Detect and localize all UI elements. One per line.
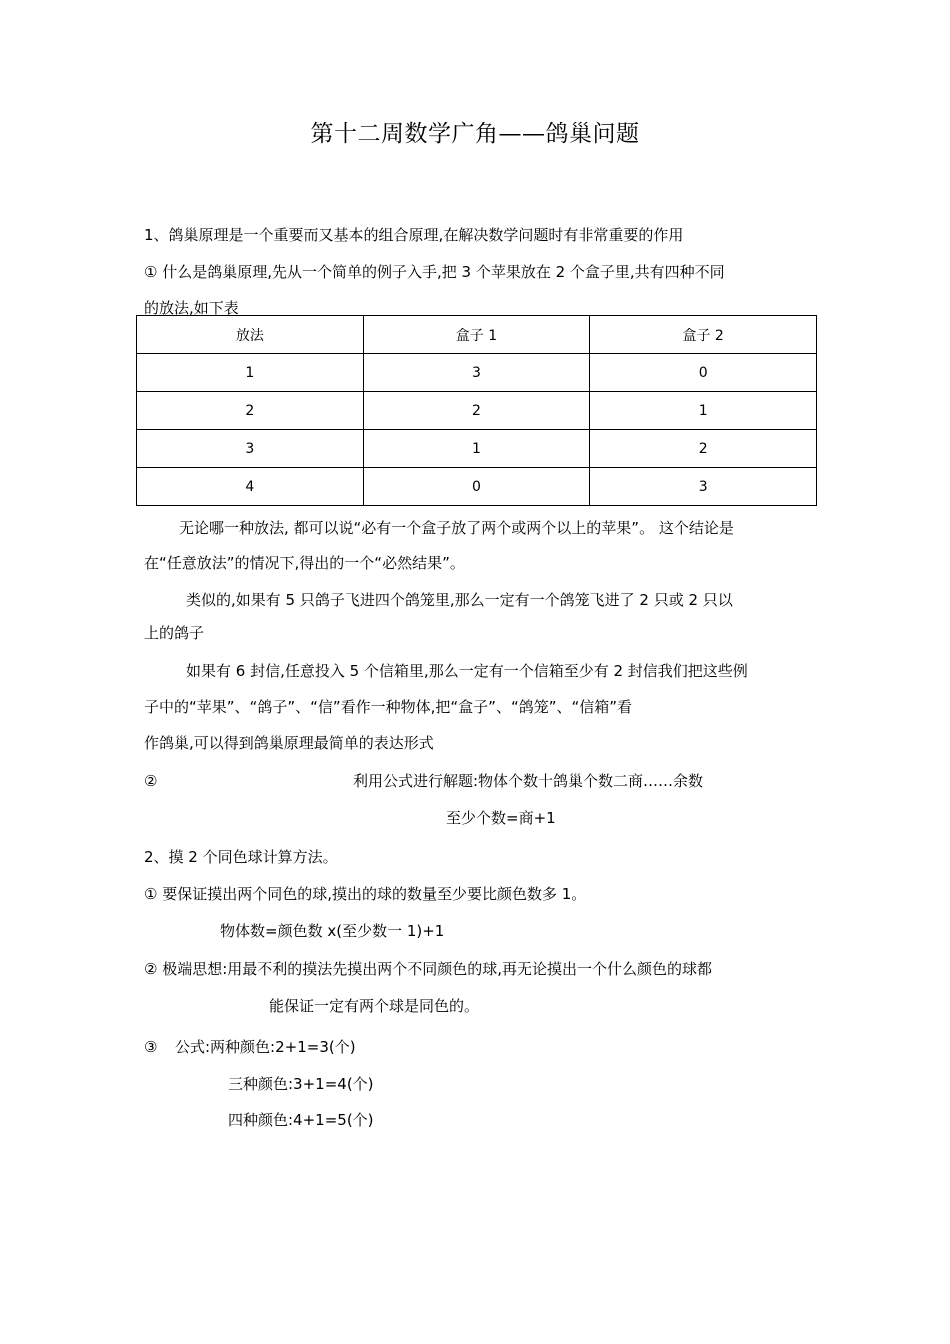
paragraph-any-placement-line2: 在“任意放法”的情况下,得出的一个“必然结果”。 — [144, 554, 465, 572]
paragraph-pigeons-line2: 上的鸽子 — [144, 624, 205, 642]
table-cell: 2 — [590, 430, 817, 468]
paragraph-letters-line2: 子中的“苹果”、“鸽子”、“信”看作一种物体,把“盒子”、“鸽笼”、“信箱”看 — [144, 698, 633, 716]
page-title: 第十二周数学广角——鸽巢问题 — [310, 121, 640, 147]
table-cell: 0 — [363, 468, 590, 506]
table-cell: 3 — [363, 354, 590, 392]
table-cell: 4 — [137, 468, 364, 506]
table-header-cell: 放法 — [137, 316, 364, 354]
section2-item1: ① 要保证摸出两个同色的球,摸出的球的数量至少要比颜色数多 1。 — [144, 885, 587, 903]
paragraph-any-placement-line1: 无论哪一种放法, 都可以说“必有一个盒子放了两个或两个以上的苹果”。 这个结论是 — [179, 519, 734, 537]
section2-item3-line2: 三种颜色:3+1=4(个) — [228, 1075, 374, 1093]
section1-item1-line2: 的放法,如下表 — [144, 299, 239, 317]
table-cell: 2 — [363, 392, 590, 430]
section1-heading: 1、鸽巢原理是一个重要而又基本的组合原理,在解决数学问题时有非常重要的作用 — [144, 226, 684, 244]
table-cell: 2 — [137, 392, 364, 430]
table-row — [137, 354, 817, 392]
paragraph-letters-line1: 如果有 6 封信,任意投入 5 个信箱里,那么一定有一个信箱至少有 2 封信我们把这些例 — [186, 662, 748, 680]
section2-item3-line1: 公式:两种颜色:2+1=3(个) — [175, 1038, 356, 1056]
table-cell: 1 — [137, 354, 364, 392]
table-cell: 3 — [137, 430, 364, 468]
table-row — [137, 468, 817, 506]
paragraph-letters-line3: 作鸽巢,可以得到鸽巢原理最简单的表达形式 — [144, 734, 434, 752]
section2-item3-line3: 四种颜色:4+1=5(个) — [228, 1111, 374, 1129]
table-header-cell: 盒子 1 — [363, 316, 590, 354]
item2-minimum-formula: 至少个数=商+1 — [446, 809, 556, 827]
item2-formula-text: 利用公式进行解题:物体个数十鸽巢个数二商……余数 — [353, 772, 704, 790]
table-row — [137, 430, 817, 468]
paragraph-pigeons-line1: 类似的,如果有 5 只鸽子飞进四个鸽笼里,那么一定有一个鸽笼飞进了 2 只或 2 只以 — [186, 591, 733, 609]
table-cell: 0 — [590, 354, 817, 392]
table-header-row — [137, 316, 817, 354]
section1-item1-line1: ① 什么是鸽巢原理,先从一个简单的例子入手,把 3 个苹果放在 2 个盒子里,共有四种不同 — [144, 263, 725, 281]
placement-table — [136, 315, 817, 506]
table-cell: 3 — [590, 468, 817, 506]
section2-heading: 2、摸 2 个同色球计算方法。 — [144, 848, 338, 866]
section2-item2-line2: 能保证一定有两个球是同色的。 — [269, 997, 480, 1015]
section2-item1-formula: 物体数=颜色数 x(至少数一 1)+1 — [220, 922, 445, 940]
table-cell: 1 — [590, 392, 817, 430]
table-row — [137, 392, 817, 430]
section2-item2-line1: ② 极端思想:用最不利的摸法先摸出两个不同颜色的球,再无论摸出一个什么颜色的球都 — [144, 960, 713, 978]
table-header-cell: 盒子 2 — [590, 316, 817, 354]
item2-marker: ② — [144, 772, 158, 790]
table-cell: 1 — [363, 430, 590, 468]
section2-item3-marker: ③ — [144, 1038, 158, 1056]
